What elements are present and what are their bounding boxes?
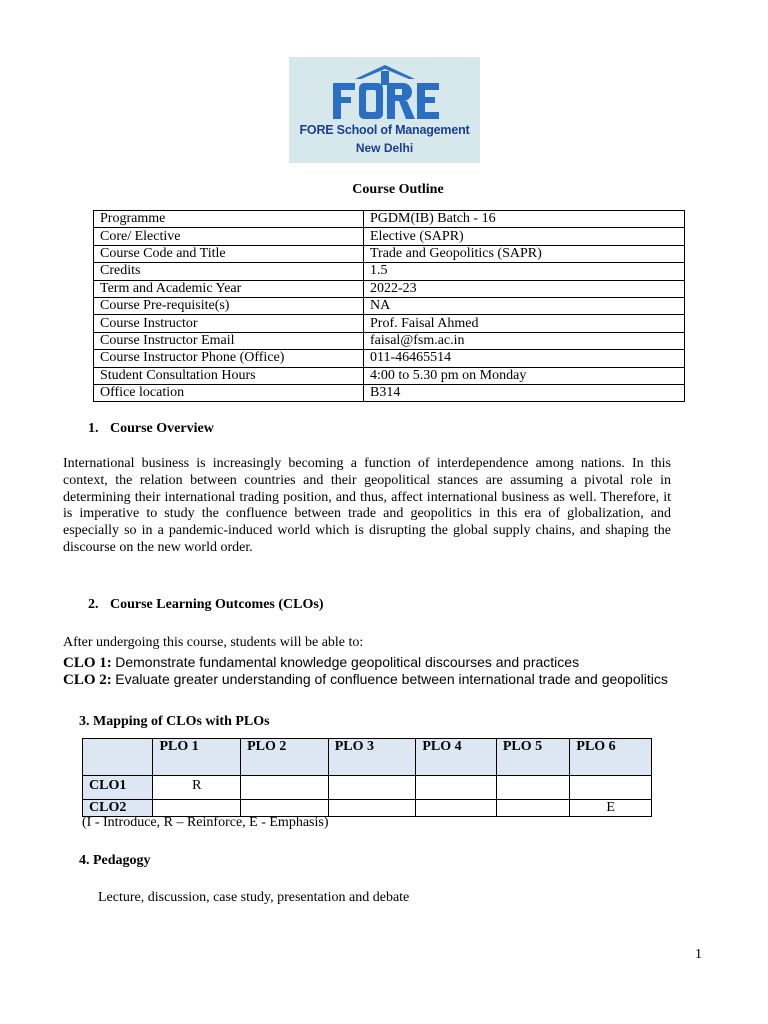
mapping-column-header: PLO 4 bbox=[416, 739, 497, 776]
mapping-legend: (I - Introduce, R – Reinforce, E - Emphasis) bbox=[82, 815, 329, 830]
mapping-cell bbox=[153, 800, 241, 817]
section-number: 2. bbox=[88, 597, 99, 612]
course-overview-text: International business is increasingly becoming a function of interdependence among nations. In this context, the relation between countries and their geopolitical stances are assuming a pivotal role in determining their international trading position, and thus, affect international business as well. Therefore, it is imperative to study the confluence between trade and geopolitics in this era of globalization, and especially so in a pandemic-induced world which is disrupting the global supply chains, and shaping the discourse on the new world order. bbox=[63, 456, 671, 555]
clo-item bbox=[63, 671, 668, 689]
info-label: Course Instructor Phone (Office) bbox=[94, 350, 364, 367]
info-row bbox=[94, 280, 685, 297]
mapping-cell: R bbox=[153, 776, 241, 800]
info-row bbox=[94, 228, 685, 245]
info-label: Term and Academic Year bbox=[94, 280, 364, 297]
mapping-column-header: PLO 6 bbox=[570, 739, 652, 776]
section-title: Course Overview bbox=[110, 421, 214, 436]
info-row bbox=[94, 384, 685, 401]
mapping-column-header: PLO 1 bbox=[153, 739, 241, 776]
pedagogy-text: Lecture, discussion, case study, presentation and debate bbox=[98, 890, 410, 905]
mapping-cell bbox=[328, 776, 416, 800]
mapping-row bbox=[83, 776, 652, 800]
mapping-cell bbox=[328, 800, 416, 817]
info-value: B314 bbox=[364, 384, 685, 401]
info-label: Course Pre-requisite(s) bbox=[94, 297, 364, 314]
mapping-cell bbox=[416, 800, 497, 817]
page-number: 1 bbox=[695, 947, 702, 962]
section-heading-overview bbox=[88, 421, 214, 437]
mapping-row bbox=[83, 800, 652, 817]
info-row bbox=[94, 350, 685, 367]
info-row bbox=[94, 263, 685, 280]
clo-label: CLO 1: bbox=[63, 655, 112, 671]
mapping-column-header: PLO 3 bbox=[328, 739, 416, 776]
info-label: Programme bbox=[94, 211, 364, 228]
school-logo bbox=[289, 57, 480, 163]
info-value: PGDM(IB) Batch - 16 bbox=[364, 211, 685, 228]
clo-label: CLO 2: bbox=[63, 672, 112, 688]
mapping-cell bbox=[241, 776, 329, 800]
info-label: Core/ Elective bbox=[94, 228, 364, 245]
info-value: Elective (SAPR) bbox=[364, 228, 685, 245]
mapping-cell bbox=[496, 800, 570, 817]
info-value: Prof. Faisal Ahmed bbox=[364, 315, 685, 332]
info-row bbox=[94, 315, 685, 332]
logo-city: New Delhi bbox=[355, 141, 414, 155]
clo-text: Demonstrate fundamental knowledge geopolitical discourses and practices bbox=[115, 654, 580, 670]
info-row bbox=[94, 245, 685, 262]
info-value: NA bbox=[364, 297, 685, 314]
info-label: Course Instructor Email bbox=[94, 332, 364, 349]
page-title: Course Outline bbox=[352, 182, 444, 197]
fore-house-logo-icon bbox=[325, 63, 445, 123]
mapping-cell bbox=[570, 776, 652, 800]
mapping-column-header: PLO 5 bbox=[496, 739, 570, 776]
section-heading-pedagogy: 4. Pedagogy bbox=[79, 853, 151, 868]
clo-plo-mapping-table bbox=[82, 738, 652, 817]
info-row bbox=[94, 367, 685, 384]
mapping-corner-cell bbox=[83, 739, 153, 776]
info-row bbox=[94, 211, 685, 228]
mapping-column-header: PLO 2 bbox=[241, 739, 329, 776]
section-heading-clos bbox=[88, 597, 324, 613]
info-row bbox=[94, 297, 685, 314]
mapping-row-header: CLO1 bbox=[83, 776, 153, 800]
info-value: 2022-23 bbox=[364, 280, 685, 297]
info-label: Credits bbox=[94, 263, 364, 280]
logo-school-name: FORE School of Management bbox=[299, 123, 470, 137]
info-row bbox=[94, 332, 685, 349]
info-value: 011-46465514 bbox=[364, 350, 685, 367]
clo-item bbox=[63, 654, 579, 672]
section-heading-mapping: 3. Mapping of CLOs with PLOs bbox=[79, 714, 270, 729]
info-value: 4:00 to 5.30 pm on Monday bbox=[364, 367, 685, 384]
clo-text: Evaluate greater understanding of confluence between international trade and geopolitics bbox=[115, 671, 668, 687]
info-label: Course Instructor bbox=[94, 315, 364, 332]
mapping-cell: E bbox=[570, 800, 652, 817]
info-label: Office location bbox=[94, 384, 364, 401]
mapping-cell bbox=[416, 776, 497, 800]
clo-intro-text: After undergoing this course, students will be able to: bbox=[63, 635, 364, 650]
section-number: 1. bbox=[88, 421, 99, 436]
info-label: Student Consultation Hours bbox=[94, 367, 364, 384]
info-value: Trade and Geopolitics (SAPR) bbox=[364, 245, 685, 262]
mapping-cell bbox=[496, 776, 570, 800]
info-label: Course Code and Title bbox=[94, 245, 364, 262]
course-info-table bbox=[93, 210, 685, 402]
info-value: 1.5 bbox=[364, 263, 685, 280]
mapping-cell bbox=[241, 800, 329, 817]
section-title: Course Learning Outcomes (CLOs) bbox=[110, 597, 324, 612]
mapping-row-header: CLO2 bbox=[83, 800, 153, 817]
info-value: faisal@fsm.ac.in bbox=[364, 332, 685, 349]
